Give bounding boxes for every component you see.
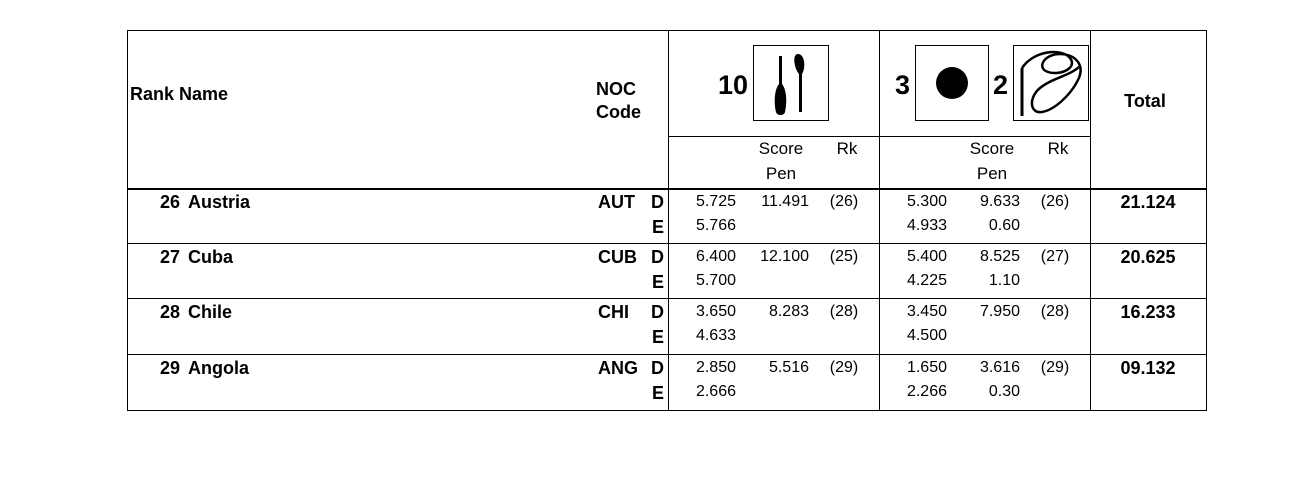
- app1-score: 12.100: [760, 248, 809, 265]
- table-bottom-border: [127, 410, 1207, 411]
- app2-rank: (27): [1040, 248, 1070, 265]
- app1-score: 8.283: [768, 303, 809, 320]
- app2-d-score: 1.650: [906, 359, 947, 376]
- app2-score-label: Score: [969, 139, 1015, 158]
- noc-header-line1: NOC: [596, 79, 636, 99]
- app1-rank: (25): [829, 248, 859, 265]
- app1-d-score: 2.850: [695, 359, 736, 376]
- app2-difficulty-ribbon: 2: [993, 70, 1009, 100]
- noc-code: CHI: [598, 302, 629, 322]
- noc-code: AUT: [598, 192, 635, 212]
- rank: 29: [159, 358, 180, 378]
- table-row: [0, 245, 1308, 298]
- app2-score: 7.950: [979, 303, 1020, 320]
- ribbon-icon: [1013, 45, 1089, 121]
- table-row: [0, 190, 1308, 243]
- total-score: 21.124: [1120, 192, 1176, 212]
- app2-e-score: 4.500: [906, 327, 947, 344]
- rank: 26: [159, 192, 180, 212]
- app2-d-score: 3.450: [906, 303, 947, 320]
- app1-score: 5.516: [768, 359, 809, 376]
- app2-pen: 0.30: [988, 383, 1020, 400]
- rank-name-header: Rank Name: [130, 84, 229, 104]
- country-name: Angola: [188, 358, 249, 378]
- noc-code: CUB: [598, 247, 637, 267]
- app2-pen-label: Pen: [976, 164, 1008, 183]
- total-score: 20.625: [1120, 247, 1176, 267]
- app2-rk-header: Rk: [1047, 139, 1069, 158]
- d-label: D: [651, 358, 664, 378]
- table-row: [0, 356, 1308, 409]
- app2-score: 3.616: [979, 359, 1020, 376]
- app2-d-score: 5.400: [906, 248, 947, 265]
- app1-rank: (28): [829, 303, 859, 320]
- total-score: 09.132: [1120, 358, 1176, 378]
- app2-e-score: 2.266: [906, 383, 947, 400]
- app2-e-score: 4.225: [906, 272, 947, 289]
- rank: 27: [159, 247, 180, 267]
- country-name: Chile: [188, 302, 233, 322]
- app2-rank: (26): [1040, 193, 1070, 210]
- e-label: E: [652, 383, 665, 403]
- ball-icon: [915, 45, 989, 121]
- clubs-icon: [753, 45, 829, 121]
- app1-rank: (26): [829, 193, 859, 210]
- country-name: Cuba: [188, 247, 233, 267]
- table-top-border: [127, 30, 1207, 31]
- app1-e-score: 2.666: [695, 383, 736, 400]
- app1-e-score: 4.633: [695, 327, 736, 344]
- noc-header: [596, 78, 641, 124]
- app1-score-header: [745, 136, 817, 186]
- app1-d-score: 6.400: [695, 248, 736, 265]
- total-header: Total: [1124, 91, 1166, 111]
- app1-d-score: 3.650: [695, 303, 736, 320]
- e-label: E: [652, 217, 665, 237]
- app1-rank: (29): [829, 359, 859, 376]
- app1-pen-label: Pen: [765, 164, 797, 183]
- row-divider: [127, 243, 1207, 244]
- app2-score: 9.633: [979, 193, 1020, 210]
- rank: 28: [159, 302, 180, 322]
- total-score: 16.233: [1120, 302, 1176, 322]
- app1-e-score: 5.700: [695, 272, 736, 289]
- row-divider: [127, 354, 1207, 355]
- app2-rank: (29): [1040, 359, 1070, 376]
- app2-rank: (28): [1040, 303, 1070, 320]
- app2-e-score: 4.933: [906, 217, 947, 234]
- app1-rk-header: Rk: [836, 139, 858, 158]
- e-label: E: [652, 327, 665, 347]
- app1-score: 11.491: [761, 193, 809, 210]
- row-divider: [127, 298, 1207, 299]
- app1-e-score: 5.766: [695, 217, 736, 234]
- app2-difficulty-ball: 3: [895, 70, 911, 100]
- table-row: [0, 300, 1308, 353]
- app2-score: 8.525: [979, 248, 1020, 265]
- app1-difficulty: 10: [718, 70, 749, 100]
- app1-score-label: Score: [758, 139, 804, 158]
- country-name: Austria: [188, 192, 251, 212]
- d-label: D: [651, 192, 664, 212]
- app1-d-score: 5.725: [695, 193, 736, 210]
- noc-header-line2: Code: [596, 102, 641, 122]
- d-label: D: [651, 302, 664, 322]
- app2-score-header: [956, 136, 1028, 186]
- app2-d-score: 5.300: [906, 193, 947, 210]
- e-label: E: [652, 272, 665, 292]
- app2-pen: 1.10: [988, 272, 1020, 289]
- app2-pen: 0.60: [988, 217, 1020, 234]
- d-label: D: [651, 247, 664, 267]
- noc-code: ANG: [598, 358, 638, 378]
